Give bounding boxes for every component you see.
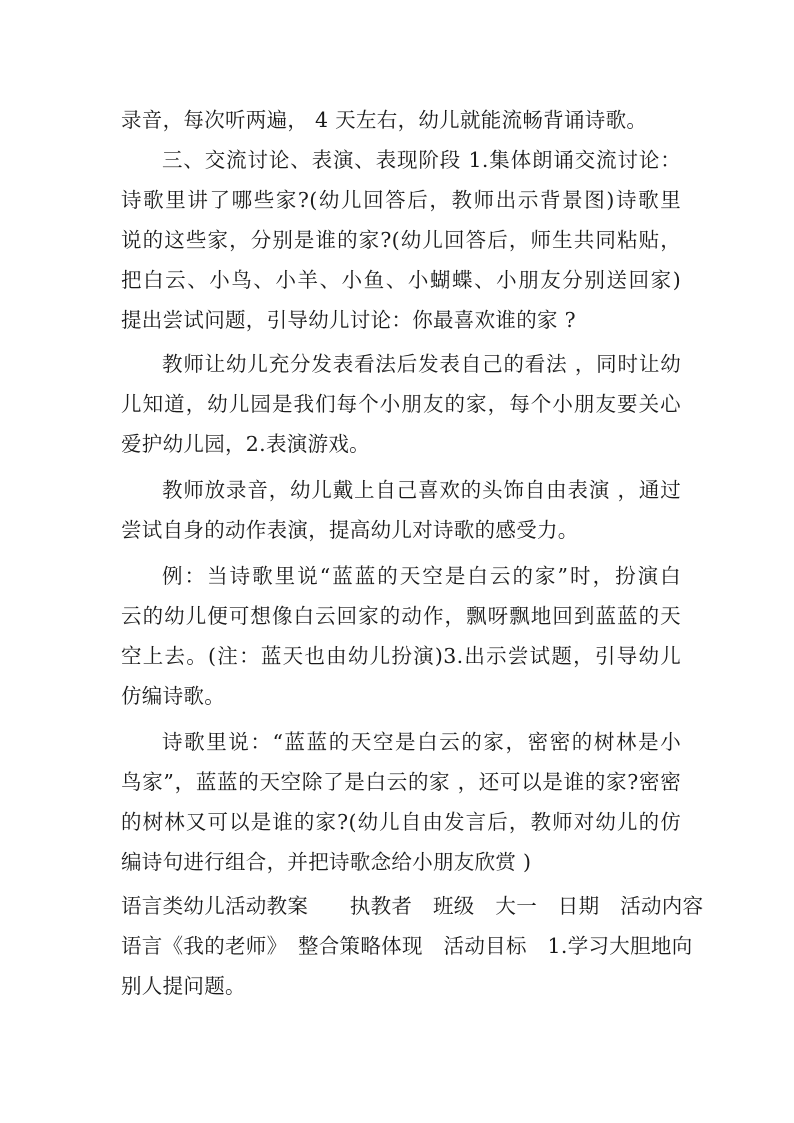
text-line: 语言类幼儿活动教案 执教者 班级 大一 日期 活动内容	[121, 894, 704, 918]
text-line: 教师放录音，幼儿戴上自己喜欢的头饰自由表演 ，通过	[162, 478, 681, 502]
text-line: 仿编诗歌。	[121, 684, 225, 708]
text-line: 说的这些家，分别是谁的家?(幼儿回答后，师生共同粘贴，	[121, 228, 681, 252]
text-line: 提出尝试问题，引导幼儿讨论：你最喜欢谁的家 ?	[121, 308, 576, 332]
text-line: 编诗句进行组合，并把诗歌念给小朋友欣赏 )	[121, 850, 532, 874]
text-line: 诗歌里说：“蓝蓝的天空是白云的家，密密的树林是小	[162, 730, 681, 754]
text-line: 语言《我的老师》 整合策略体现 活动目标 1.学习大胆地向	[121, 934, 693, 958]
text-line: 云的幼儿便可想像白云回家的动作，飘呀飘地回到蓝蓝的天	[121, 604, 681, 628]
text-line: 教师让幼儿充分发表看法后发表自己的看法 ，同时让幼	[162, 352, 681, 376]
text-line: 录音，每次听两遍， 4 天左右，幼儿就能流畅背诵诗歌。	[121, 108, 648, 132]
text-line: 尝试自身的动作表演，提高幼儿对诗歌的感受力。	[121, 518, 579, 542]
text-line: 儿知道，幼儿园是我们每个小朋友的家，每个小朋友要关心	[121, 392, 681, 416]
text-line: 诗歌里讲了哪些家?(幼儿回答后，教师出示背景图)诗歌里	[121, 188, 681, 212]
text-line: 三、交流讨论、表演、表现阶段 1.集体朗诵交流讨论：	[162, 148, 681, 172]
text-line: 爱护幼儿园，2.表演游戏。	[121, 432, 370, 456]
text-line: 空上去。(注：蓝天也由幼儿扮演)3.出示尝试题，引导幼儿	[121, 644, 681, 668]
text-line: 鸟家”，蓝蓝的天空除了是白云的家 ，还可以是谁的家?密密	[121, 770, 681, 794]
text-line: 例：当诗歌里说“蓝蓝的天空是白云的家”时，扮演白	[162, 564, 681, 588]
text-line: 把白云、小鸟、小羊、小鱼、小蝴蝶、小朋友分别送回家)	[121, 268, 681, 292]
text-line: 的树林又可以是谁的家?(幼儿自由发言后，教师对幼儿的仿	[121, 810, 681, 834]
text-line: 别人提问题。	[121, 974, 246, 998]
